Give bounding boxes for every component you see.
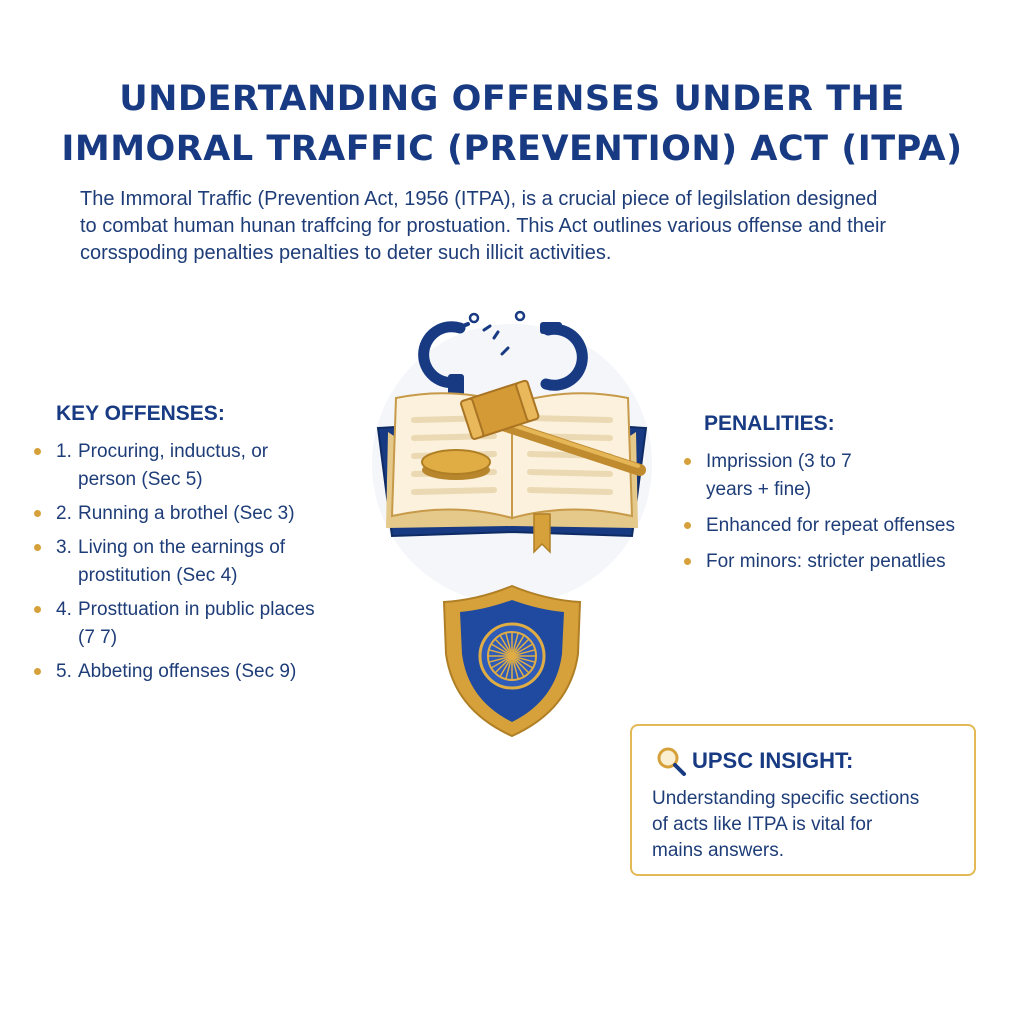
upsc-insight-box — [630, 724, 976, 876]
bullet-dot — [34, 544, 41, 551]
shield-emblem-icon — [444, 586, 580, 736]
offense-item — [34, 658, 374, 686]
offense-text-continued: prostitution (Sec 4) — [78, 565, 238, 586]
offense-number: 3. — [56, 537, 72, 558]
penalty-text: For minors: stricter penatlies — [706, 551, 946, 572]
offense-text: Prosttuation in public places — [78, 599, 315, 620]
offense-item — [34, 534, 374, 590]
intro-paragraph — [80, 186, 960, 267]
penalty-text: Enhanced for repeat offenses — [706, 515, 955, 536]
bullet-dot — [34, 448, 41, 455]
magnifying-glass-icon — [654, 744, 688, 778]
page-title-line-2: IMMORAL TRAFFIC (PREVENTION) ACT (ITPA) — [61, 129, 963, 169]
offense-number: 2. — [56, 503, 72, 524]
upsc-insight-line-3: mains answers. — [652, 840, 784, 861]
page-title — [0, 74, 1024, 174]
offense-item — [34, 596, 374, 652]
bullet-dot — [34, 668, 41, 675]
offense-number: 1. — [56, 441, 72, 462]
upsc-insight-title: UPSC INSIGHT: — [692, 748, 854, 773]
offense-number: 5. — [56, 661, 72, 682]
bullet-dot — [684, 522, 691, 529]
bullet-dot — [684, 458, 691, 465]
intro-line-3: corsspoding penalties penalties to deter such illicit activities. — [80, 242, 612, 264]
bullet-dot — [684, 558, 691, 565]
penalties-list — [684, 448, 1004, 584]
offense-item — [34, 500, 374, 528]
key-offenses-heading: KEY OFFENSES: — [56, 402, 225, 425]
offense-text: Abbeting offenses (Sec 9) — [78, 661, 297, 682]
bullet-dot — [34, 606, 41, 613]
upsc-insight-line-2: of acts like ITPA is vital for — [652, 814, 873, 835]
offense-item — [34, 438, 374, 494]
penalty-item — [684, 512, 1004, 540]
intro-line-1: The Immoral Traffic (Prevention Act, 1956 (ITPA), is a crucial piece of legilslation designed — [80, 188, 878, 210]
offense-text: Procuring, inductus, or — [78, 441, 269, 462]
offense-text-continued: person (Sec 5) — [78, 469, 203, 490]
offense-text: Living on the earnings of — [78, 537, 286, 558]
bullet-dot — [34, 510, 41, 517]
page-title-line-1: UNDERTANDING OFFENSES UNDER THE — [119, 79, 905, 119]
key-offenses-list — [34, 438, 374, 692]
offense-text: Running a brothel (Sec 3) — [78, 503, 295, 524]
upsc-insight-text — [652, 786, 972, 864]
penalty-item — [684, 448, 1004, 504]
offense-number: 4. — [56, 599, 72, 620]
offense-text-continued: (7 7) — [78, 627, 118, 648]
penalty-text: Imprission (3 to 7 — [706, 451, 852, 472]
intro-line-2: to combat human hunan traffcing for prostuation. This Act outlines various offense and their — [80, 215, 887, 237]
upsc-insight-line-1: Understanding specific sections — [652, 788, 920, 809]
penalties-heading: PENALITIES: — [704, 412, 835, 435]
penalty-item — [684, 548, 1004, 576]
legal-illustration — [362, 304, 662, 744]
penalty-text-continued: years + fine) — [706, 479, 812, 500]
